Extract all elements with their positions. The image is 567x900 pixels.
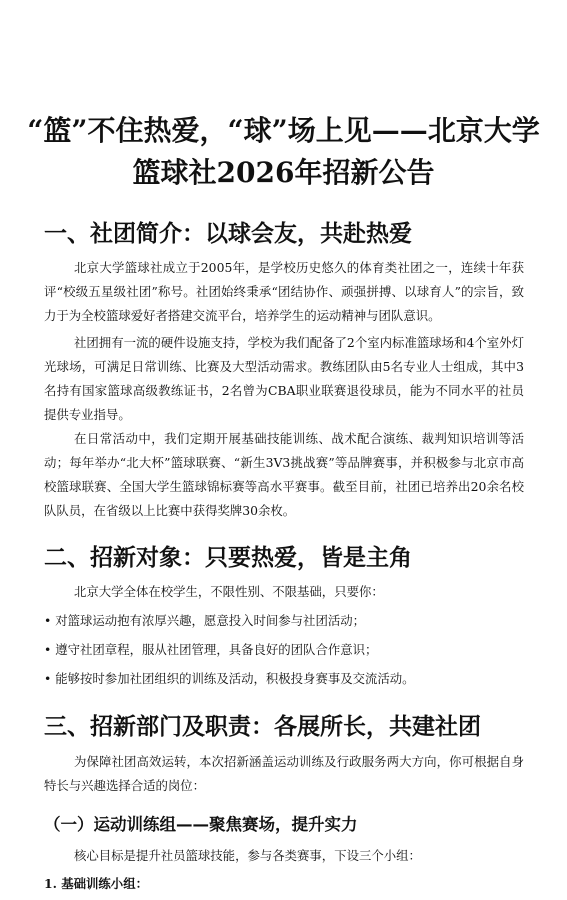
training-item-1: 1. 基础训练小组： bbox=[44, 876, 148, 891]
intro-paragraph-2: 社团拥有一流的硬件设施支持，学校为我们配备了2个室内标准篮球场和4个室外灯光球场，可满足日常训练、比赛及大型活动需求。教练团队由5名专业人士组成，其中3名持有国家篮球高级教练证书，2名曾为CBA职业联赛退役球员，能为不同水平的社员提供专业指导。 bbox=[44, 335, 524, 422]
targets-intro: 北京大学全体在校学生，不限性别、不限基础，只要你： bbox=[74, 584, 384, 599]
target-bullet-1: • 对篮球运动抱有浓厚兴趣，愿意投入时间参与社团活动； bbox=[44, 613, 366, 628]
intro-paragraph-1: 北京大学篮球社成立于2005年，是学校历史悠久的体育类社团之一，连续十年获评“校级五星级社团”称号。社团始终秉承“团结协作、顽强拼搏、以球育人”的宗旨，致力于为全校篮球爱好者搭建交流平台，培养学生的运动精神与团队意识。 bbox=[44, 260, 524, 323]
document-title: “篮”不住热爱，“球”场上见——北京大学篮球社2026年招新公告 bbox=[27, 114, 540, 189]
section-heading-departments: 三、招新部门及职责：各展所长，共建社团 bbox=[44, 714, 481, 740]
subsection-heading-training: （一）运动训练组——聚焦赛场，提升实力 bbox=[44, 815, 358, 834]
section-heading-intro: 一、社团简介：以球会友，共赴热爱 bbox=[44, 221, 412, 247]
intro-paragraph-3: 在日常活动中，我们定期开展基础技能训练、战术配合演练、裁判知识培训等活动；每年举办“北大杯”篮球联赛、“新生3V3挑战赛”等品牌赛事，并积极参与北京市高校篮球联赛、全国大学生篮球锦标赛等高水平赛事。截至目前，社团已培养出20余名校队队员，在省级以上比赛中获得奖牌30余枚。 bbox=[44, 431, 524, 518]
section-heading-targets: 二、招新对象：只要热爱，皆是主角 bbox=[44, 545, 412, 571]
training-intro: 核心目标是提升社员篮球技能，参与各类赛事，下设三个小组： bbox=[74, 848, 421, 863]
target-bullet-2: • 遵守社团章程，服从社团管理，具备良好的团队合作意识； bbox=[44, 642, 378, 657]
departments-intro: 为保障社团高效运转，本次招新涵盖运动训练及行政服务两大方向，你可根据自身特长与兴趣选择合适的岗位： bbox=[44, 754, 524, 793]
target-bullet-3: • 能够按时参加社团组织的训练及活动，积极投身赛事及交流活动。 bbox=[44, 671, 415, 686]
